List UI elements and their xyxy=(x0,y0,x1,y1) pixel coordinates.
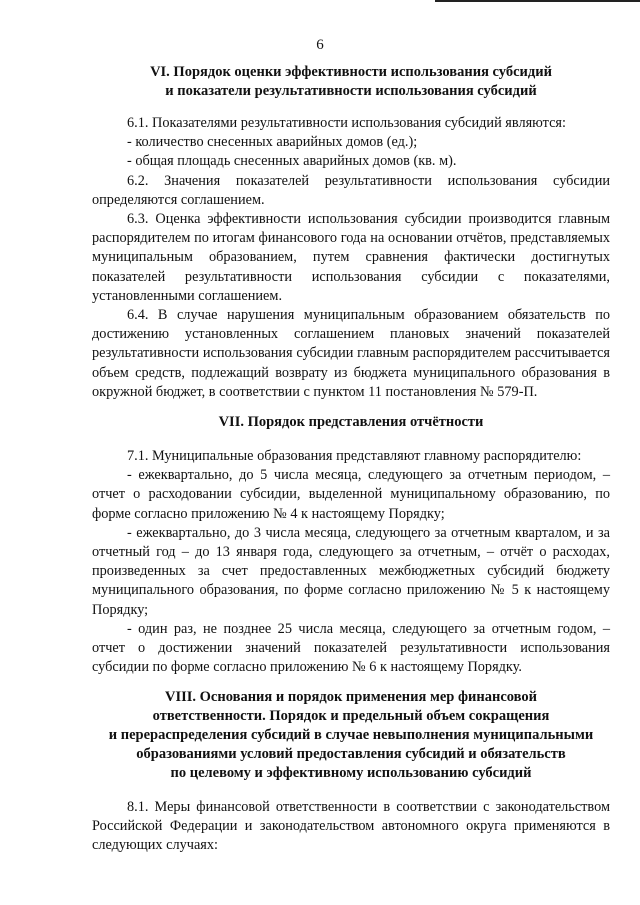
list-item: - общая площадь снесенных аварийных домов (кв. м). xyxy=(127,153,457,170)
list-item: - ежеквартально, до 3 числа месяца, следующего за отчетным кварталом, и за отчетный год – до 13 января года, следующего за отчетным, – отчёт о расходах, произведенных за счет предоставленных межбюджетных субсидий бюджету муниципального образования, по форме согласно приложению № 5 к настоящему Порядку; xyxy=(92,524,610,618)
section-8-heading-line: и перераспределения субсидий в случае невыполнения муниципальными xyxy=(108,727,594,743)
section-8-heading xyxy=(92,688,610,783)
section-8-body xyxy=(92,798,610,856)
paragraph-6-4: 6.4. В случае нарушения муниципальным образованием обязательств по достижению установленных соглашением плановых значений показателей результативности использования субсидии главным распорядителем рассчитывается объем средств, подлежащий возврату из бюджета муниципального образования в окружной бюджет, в соответствии с пунктом 11 постановления № 579-П. xyxy=(92,307,610,400)
paragraph-8-1: 8.1. Меры финансовой ответственности в соответствии с законодательством Российской Федерации и законодательством автономного округа применяются в следующих случаях: xyxy=(92,799,610,854)
section-7-heading-line: VII. Порядок представления отчётности xyxy=(218,414,484,430)
section-7-heading xyxy=(92,413,610,432)
list-item: - ежеквартально, до 5 числа месяца, следующего за отчетным периодом, – отчет о расходовании субсидии, выделенной муниципальному образованию, по форме согласно приложению № 4 к настоящему Порядку; xyxy=(92,467,610,522)
section-6-heading-line: VI. Порядок оценки эффективности использования субсидий xyxy=(150,64,552,80)
section-6-heading xyxy=(92,63,610,101)
section-7-body xyxy=(92,447,610,677)
paragraph-6-2: 6.2. Значения показателей результативности использования субсидии определяются соглашением. xyxy=(92,172,610,208)
section-6-body xyxy=(92,114,610,402)
section-8-heading-line: образованиями условий предоставления субсидий и обязательств xyxy=(136,746,566,762)
paragraph-6-1: 6.1. Показателями результативности использования субсидий являются: xyxy=(127,115,566,131)
paragraph-7-1: 7.1. Муниципальные образования представляют главному распорядителю: xyxy=(127,448,582,464)
section-8-heading-line: по целевому и эффективному использованию субсидий xyxy=(170,765,532,781)
section-6-heading-line: и показатели результативности использования субсидий xyxy=(165,83,537,99)
paragraph-6-3: 6.3. Оценка эффективности использования субсидии производится главным распорядителем по итогам финансового года на основании отчётов, представляемых муниципальным образованием, путем сравнения фактически достигнутых показателей результативности использования субсидии с показателями, установленными соглашением. xyxy=(92,211,610,304)
section-8-heading-line: ответственности. Порядок и предельный объем сокращения xyxy=(152,708,550,724)
scan-edge-mark xyxy=(435,0,640,2)
list-item: - один раз, не позднее 25 числа месяца, следующего за отчетным годом, – отчет о достижении значений показателей результативности использования субсидии по форме согласно приложению № 6 к настоящему Порядку. xyxy=(92,620,610,676)
list-item: - количество снесенных аварийных домов (ед.); xyxy=(127,134,418,151)
page-number: 6 xyxy=(316,37,324,53)
section-8-heading-line: VIII. Основания и порядок применения мер финансовой xyxy=(165,689,537,705)
